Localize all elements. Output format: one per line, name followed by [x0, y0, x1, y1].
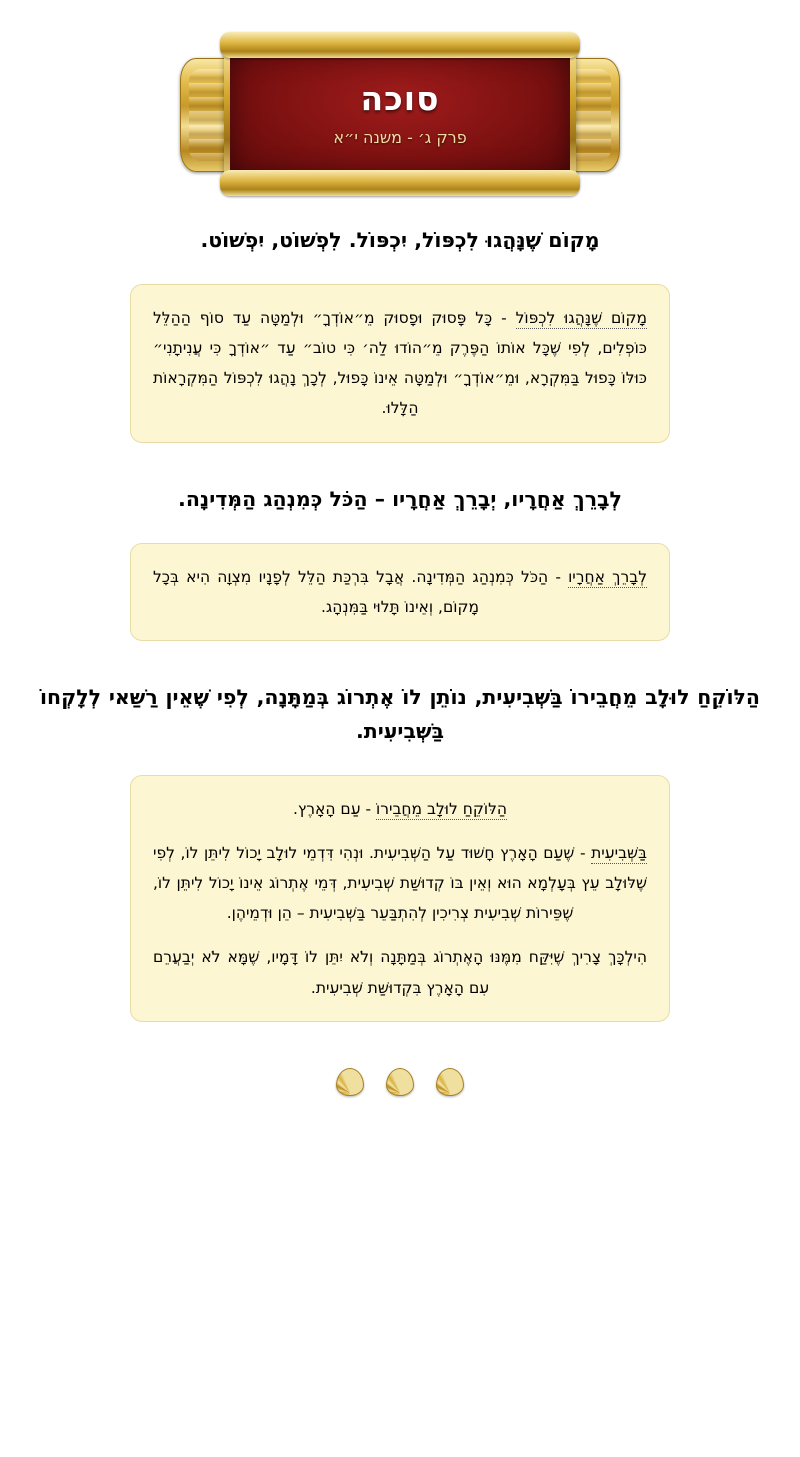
title-banner-area: [0, 0, 800, 184]
commentary-body-text: - עַם הָאָרֶץ.: [292, 799, 377, 818]
commentary-box: [130, 775, 670, 1022]
tractate-title: סוכה: [360, 79, 440, 119]
chapter-mishna-subtitle: פרק ג׳ - משנה י״א: [333, 127, 467, 147]
commentary-lead-phrase: בַּשְּׁבִיעִית: [591, 843, 647, 862]
commentary-paragraph: [153, 794, 647, 824]
shell-ornament-icon: [386, 1068, 414, 1096]
commentary-paragraph: [153, 303, 647, 424]
commentary-box: [130, 284, 670, 443]
commentary-body-text: - הַכֹּל כְּמִנְהַג הַמְּדִינָה. אֲבָל בִּרְכַּת הַלֵּל לְפָנָיו מִצְוָה הִיא בְּכָל מָקוֹם, וְאֵינוֹ תָּלוּי בַּמִּנְהָג.: [153, 567, 569, 616]
banner-body: [224, 44, 576, 184]
commentary-paragraph: [153, 942, 647, 1002]
title-banner: [186, 44, 614, 184]
mishna-text: מָקוֹם שֶׁנָּהֲגוּ לִכְפּוֹל, יִכְפּוֹל. לִפְשׁוֹט, יִפְשׁוֹט.: [200, 228, 600, 252]
commentary-lead-phrase: הַלּוֹקֵחַ לוּלָב מֵחֲבֵירוֹ: [376, 799, 508, 818]
commentary-lead-phrase: לְבָרֵךְ אַחֲרָיו: [568, 567, 648, 586]
document-content: [0, 224, 800, 1022]
shell-ornament-icon: [336, 1068, 364, 1096]
commentary-lead-phrase: מָקוֹם שֶׁנָּהֲגוּ לִכְפּוֹל: [515, 308, 647, 327]
commentary-body-text: - כָּל פָּסוּק וּפָסוּק מֵ״אוֹדְךָ״ וּלְמַטָּה עַד סוֹף הַהַלֵּל כּוֹפְלִים, לְפִי שֶׁכָּל אוֹתוֹ הַפֶּרֶק מֵ״הוֹדוּ לַה׳ כִּי טוֹב״ עַד ״אוֹדְךָ כִּי עֲנִיתָנִי״ כּוּלּוֹ כָּפוּל בַּמִּקְרָא, וּמֵ״אוֹדְךָ״ וּלְמַטָּה אֵינוֹ כָּפוּל, לְכָךְ נָהֲגוּ לִכְפּוֹל הַמִּקְרָאוֹת הַלָּלוּ.: [153, 308, 647, 418]
commentary-paragraph: [153, 838, 647, 929]
shell-ornament-icon: [436, 1068, 464, 1096]
commentary-body-text: הִילְכָּךְ צָרִיךְ שֶׁיִּקַּח מִמֶּנּוּ הָאֶתְרוֹג בְּמַתָּנָה וְלֹא יִתֵּן לוֹ דָּמָיו, שֶׁמָּא לֹא יְבַעֲרֵם עִם הָאָרֶץ בִּקְדוּשַּׁת שְׁבִיעִית.: [153, 948, 647, 997]
mishna-text: הַלּוֹקֵחַ לוּלָב מֵחֲבֵירוֹ בַּשְּׁבִיעִית, נוֹתֵן לוֹ אֶתְרוֹג בְּמַתָּנָה, לְפִי שֶׁאֵין רַשַּׁאי לְלָקְחוֹ בַּשְּׁבִיעִית.: [40, 684, 760, 743]
mishna-text: לְבָרֵךְ אַחֲרָיו, יְבָרֵךְ אַחֲרָיו – הַכֹּל כְּמִנְהַג הַמְּדִינָה.: [178, 486, 622, 511]
footer-ornaments: [0, 1022, 800, 1136]
commentary-body-text: - שֶׁעַם הָאָרֶץ חָשׁוּד עַל הַשְּׁבִיעִית. וּנְהִי דִּדְמֵי לוּלָב יָכוֹל לִיתֵּן לוֹ, לְפִי שֶׁלּוּלָב עֵץ בְּעָלְמָא הוּא וְאֵין בּוֹ קְדוּשַּׁת שְׁבִיעִית, דְּמֵי אֶתְרוֹג אֵינוֹ יָכוֹל לִיתֵּן לוֹ, שֶׁפֵּירוֹת שְׁבִיעִית צְרִיכִין לְהִתְבַּעֵר בַּשְּׁבִיעִית – הֵן וּדְמֵיהֶן.: [153, 843, 647, 923]
commentary-box: [130, 543, 670, 641]
commentary-paragraph: [153, 562, 647, 622]
